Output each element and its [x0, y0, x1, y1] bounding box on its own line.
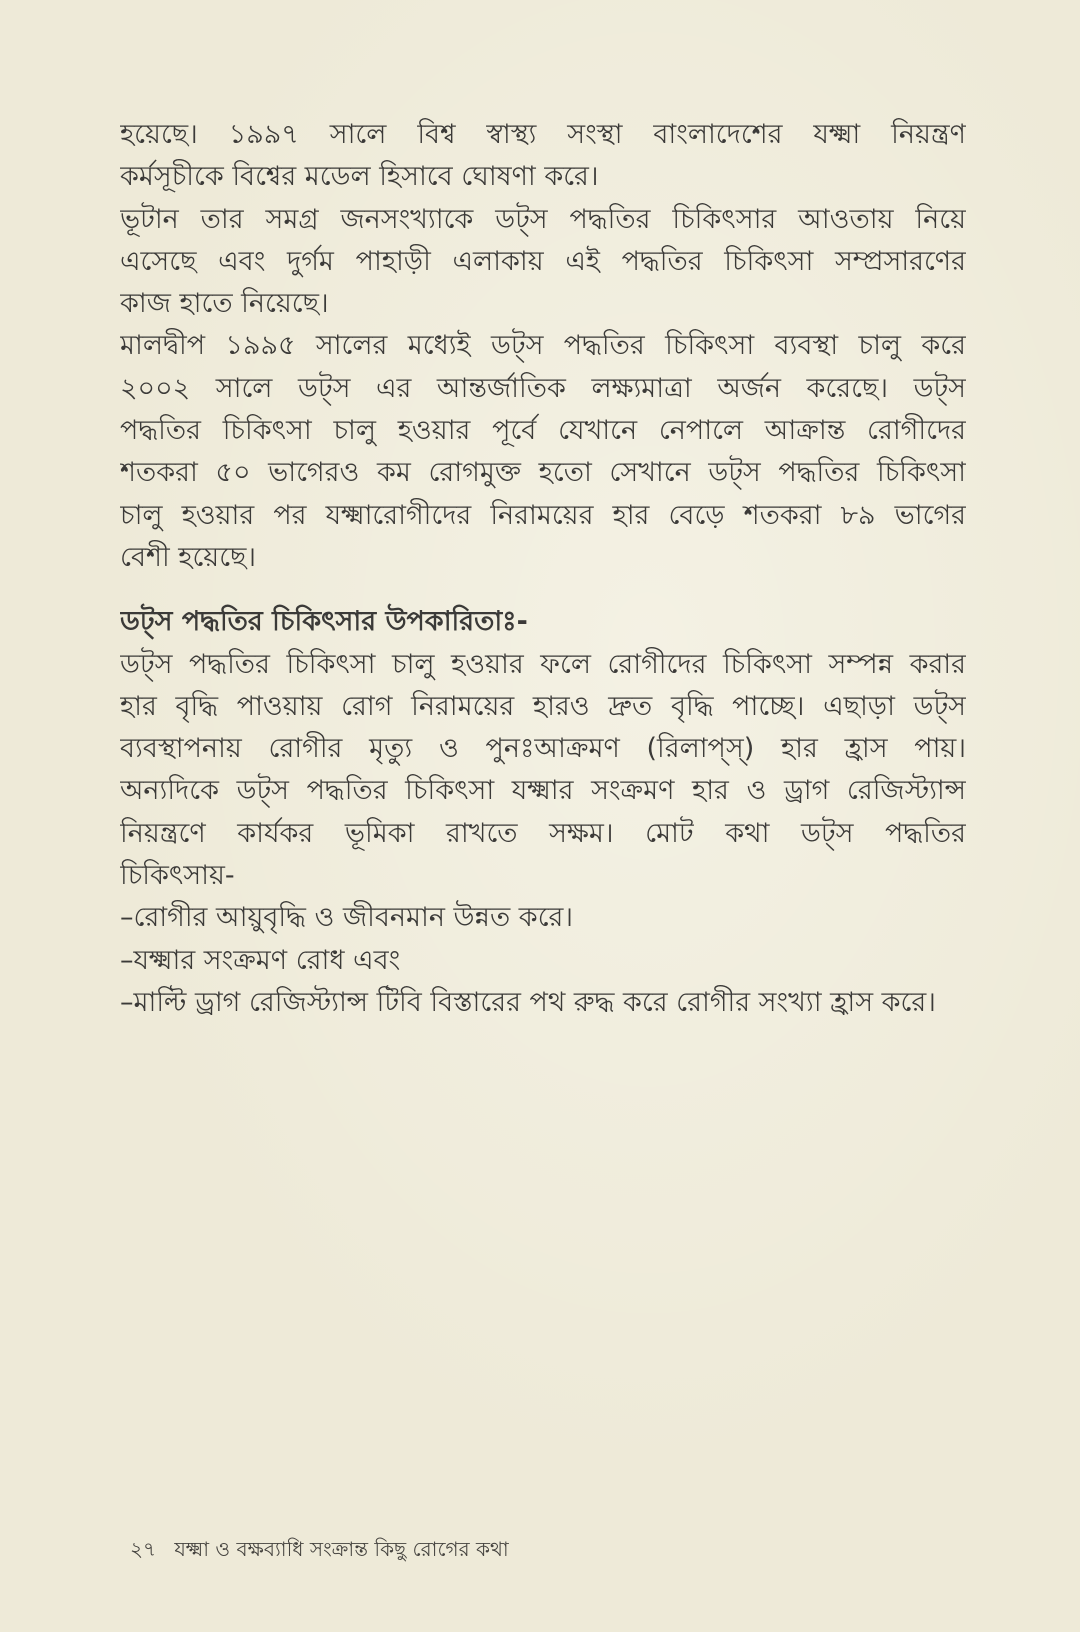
text-line: কর্মসূচীকে বিশ্বের মডেল হিসাবে ঘোষণা করে।: [120, 161, 599, 193]
section-gap: [120, 579, 966, 601]
text-line: শতকরা ৫০ ভাগেরও কম রোগমুক্ত হতো সেখানে ডট্স পদ্ধতির চিকিৎসা: [120, 457, 966, 489]
text-line: হয়েছে। ১৯৯৭ সালে বিশ্ব স্বাস্থ্য সংস্থা বাংলাদেশের যক্ষ্মা নিয়ন্ত্রণ: [120, 119, 966, 150]
text-line: চালু হওয়ার পর যক্ষ্মারোগীদের নিরাময়ের হার বেড়ে শতকরা ৮৯ ভাগের: [120, 499, 966, 531]
paragraph-dots-benefits: [120, 644, 966, 898]
running-title: যক্ষ্মা ও বক্ষব্যাধি সংক্রান্ত কিছু রোগের কথা: [174, 1537, 509, 1561]
text-line: ব্যবস্থাপনায় রোগীর মৃত্যু ও পুনঃআক্রমণ (রিলাপ্স্) হার হ্রাস পায়।: [120, 733, 966, 765]
text-column: [120, 114, 966, 1024]
section-heading: ডট্স পদ্ধতির চিকিৎসার উপকারিতাঃ-: [120, 606, 528, 638]
paragraph-country-progress: [120, 114, 966, 579]
text-line: বেশী হয়েছে।: [120, 541, 257, 573]
text-line: কাজ হাতে নিয়েছে।: [120, 288, 329, 320]
text-line: পদ্ধতির চিকিৎসা চালু হওয়ার পূর্বে যেখানে নেপালে আক্রান্ত রোগীদের: [120, 415, 966, 447]
list-item: –রোগীর আয়ুবৃদ্ধি ও জীবনমান উন্নত করে।: [120, 902, 574, 934]
page-number: ২৭: [130, 1537, 157, 1561]
text-line: ভূটান তার সমগ্র জনসংখ্যাকে ডট্স পদ্ধতির চিকিৎসার আওতায় নিয়ে: [120, 203, 966, 235]
text-line: অন্যদিকে ডট্স পদ্ধতির চিকিৎসা যক্ষ্মার সংক্রমণ হার ও ড্রাগ রেজিস্ট্যান্স: [120, 775, 966, 807]
benefit-list: [120, 897, 966, 1024]
text-line: চিকিৎসায়-: [120, 860, 235, 892]
text-line: নিয়ন্ত্রণে কার্যকর ভূমিকা রাখতে সক্ষম। মোট কথা ডট্স পদ্ধতির: [120, 817, 966, 849]
text-line: এসেছে এবং দুর্গম পাহাড়ী এলাকায় এই পদ্ধতির চিকিৎসা সম্প্রসারণের: [120, 245, 966, 277]
text-line: ডট্স পদ্ধতির চিকিৎসা চালু হওয়ার ফলে রোগীদের চিকিৎসা সম্পন্ন করার: [120, 648, 966, 680]
list-item: –যক্ষ্মার সংক্রমণ রোধ এবং: [120, 944, 401, 976]
text-line: মালদ্বীপ ১৯৯৫ সালের মধ্যেই ডট্স পদ্ধতির চিকিৎসা ব্যবস্থা চালু করে: [120, 330, 966, 362]
text-line: হার বৃদ্ধি পাওয়ায় রোগ নিরাময়ের হারও দ্রুত বৃদ্ধি পাচ্ছে। এছাড়া ডট্স: [120, 690, 966, 722]
list-item: –মাল্টি ড্রাগ রেজিস্ট্যান্স টিবি বিস্তারের পথ রুদ্ধ করে রোগীর সংখ্যা হ্রাস করে।: [120, 986, 936, 1018]
text-line: ২০০২ সালে ডট্স এর আন্তর্জাতিক লক্ষ্যমাত্রা অর্জন করেছে। ডট্স: [120, 372, 966, 404]
page-footer: [130, 1534, 509, 1564]
